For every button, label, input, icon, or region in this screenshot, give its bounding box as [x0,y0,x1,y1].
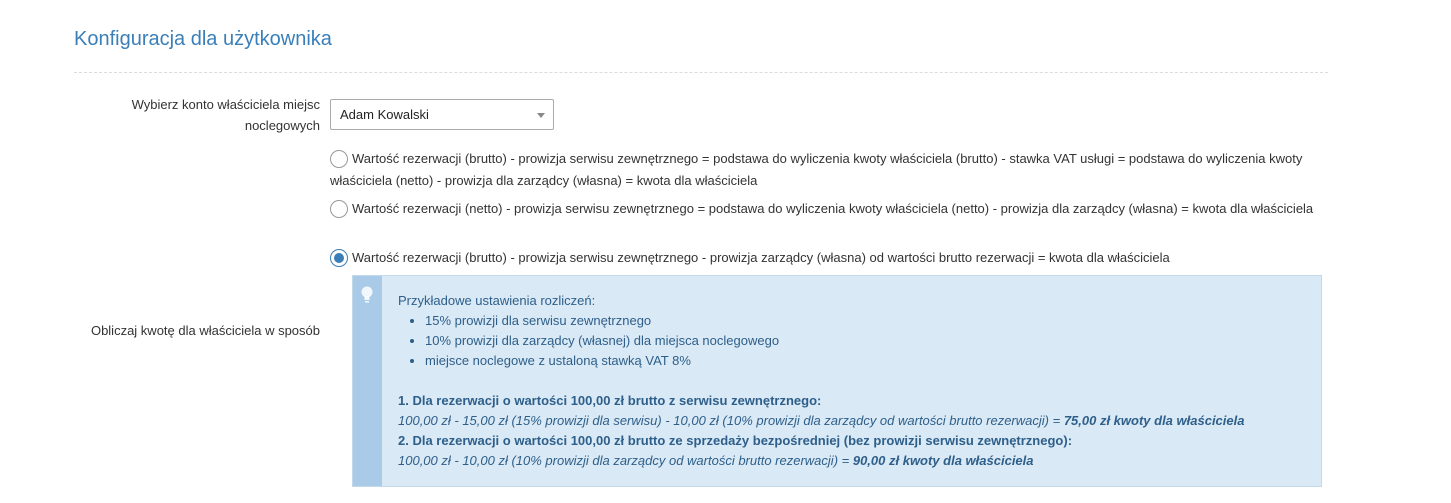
info-intro: Przykładowe ustawienia rozliczeń: [398,293,596,308]
calc-option-1-label: Wartość rezerwacji (brutto) - prowizja serwisu zewnętrznego = podstawa do wyliczenia kwoty właściciela (brutto) - stawka VAT usługi = podstawa do wyliczenia kwoty właściciela (netto) - prowizja dla zarządcy (własna) = kwota dla właściciela [330,151,1303,188]
info-bullet-list [398,311,1308,371]
calc-option-1[interactable] [330,148,1320,192]
owner-account-selected-value: Adam Kowalski [340,107,429,122]
example-2-title: 2. Dla rezerwacji o wartości 100,00 zł brutto ze sprzedaży bezpośredniej (bez prowizji serwisu zewnętrznego): [398,433,1073,448]
chevron-down-icon [537,113,545,118]
owner-account-label: Wybierz konto właściciela miejsc noclegowych [131,97,320,133]
info-box-sidebar [353,276,382,486]
example-1-result: 75,00 zł kwoty dla właściciela [1063,413,1245,428]
list-item: • 10% prowizji dla zarządcy (własnej) dla miejsca noclegowego [425,331,1308,351]
example-1-calculation [398,411,1308,431]
calc-option-3[interactable] [330,247,1320,269]
example-1-calc-text: 100,00 zł - 15,00 zł (15% prowizji dla serwisu) - 10,00 zł (10% prowizji dla zarządcy od wartości brutto rezerwacji) = [398,413,1064,428]
example-2-calculation [398,451,1308,471]
list-item: • miejsce noclegowe z ustaloną stawką VAT 8% [425,351,1308,371]
calc-option-2[interactable] [330,198,1320,220]
example-1-title: 1. Dla rezerwacji o wartości 100,00 zł brutto z serwisu zewnętrznego: [398,393,822,408]
section-divider [74,72,1328,73]
info-box-content [398,291,1308,471]
owner-account-select[interactable] [330,99,554,130]
lightbulb-icon [361,286,373,304]
example-2-calc-text: 100,00 zł - 10,00 zł (10% prowizji dla zarządcy od wartości brutto rezerwacji) = [398,453,853,468]
calc-method-label: Obliczaj kwotę dla właściciela w sposób [90,323,320,338]
calc-option-1-radio[interactable] [330,150,348,168]
calc-option-3-radio[interactable] [330,249,348,267]
example-2-result: 90,00 zł kwoty dla właściciela [852,453,1034,468]
section-title: Konfiguracja dla użytkownika [74,28,332,50]
calc-option-3-label: Wartość rezerwacji (brutto) - prowizja serwisu zewnętrznego - prowizja zarządcy (własna) od wartości brutto rezerwacji = kwota dla właściciela [352,250,1170,265]
settlement-info-box [352,275,1322,487]
calc-option-2-radio[interactable] [330,200,348,218]
list-item: • 15% prowizji dla serwisu zewnętrznego [425,311,1308,331]
calc-option-2-label: Wartość rezerwacji (netto) - prowizja serwisu zewnętrznego = podstawa do wyliczenia kwoty właściciela (netto) - prowizja dla zarządcy (własna) = kwota dla właściciela [352,201,1314,216]
